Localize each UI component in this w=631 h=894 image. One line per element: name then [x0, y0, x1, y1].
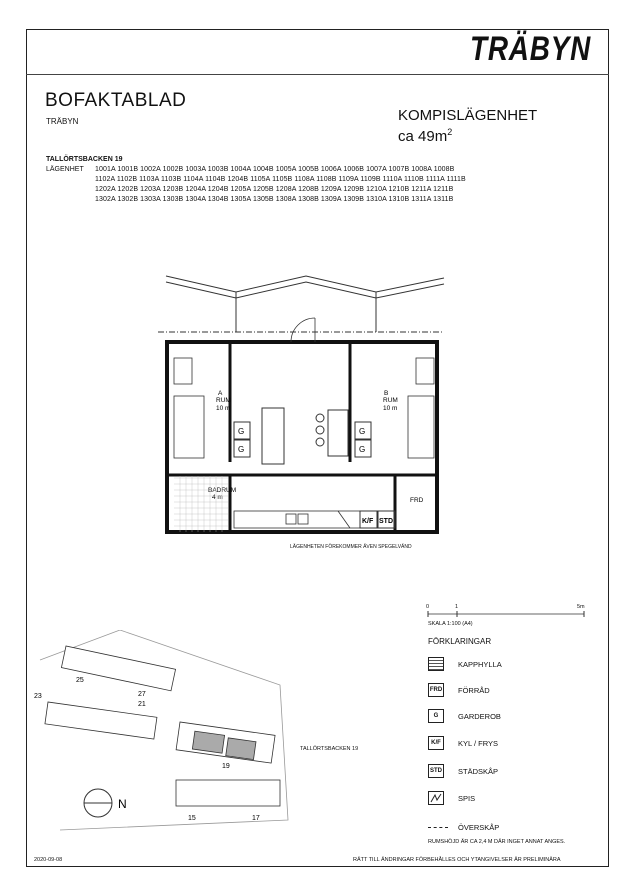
walls — [167, 342, 437, 532]
upper-cabinet-icon — [428, 827, 448, 828]
scale-zero: 0 — [426, 604, 430, 610]
apartment-row: 1102A 1102B 1103A 1103B 1104A 1104B 1204B 1105A 1105B 1108A 1108B 1109A 1109B 1110A 1110B 1111A 1111B — [95, 176, 466, 183]
legend-text: KAPPHYLLA — [458, 659, 502, 669]
legend-fridge — [428, 735, 499, 751]
legend-cleaning — [428, 763, 499, 779]
kitchen-labels — [360, 511, 395, 528]
dining-table — [328, 410, 348, 456]
legend-stove — [428, 790, 476, 806]
svg-text:RUM: RUM — [383, 397, 398, 404]
wardrobe-icon: G — [428, 709, 444, 723]
wardrobe-b — [355, 422, 371, 457]
header-divider — [26, 74, 609, 75]
legend-text: GARDEROB — [458, 711, 501, 721]
site-building-tag: TALLÖRTSBACKEN 19 — [300, 746, 359, 752]
apartment-row: 1001A 1001B 1002A 1002B 1003A 1003B 1004A 1004B 1005A 1005B 1006A 1006B 1007A 1007B 1008A 1008B — [95, 166, 455, 173]
svg-text:27: 27 — [138, 691, 146, 698]
coat-rack-icon — [428, 657, 444, 671]
floor-plan — [150, 270, 450, 540]
svg-text:17: 17 — [252, 815, 260, 822]
bed-b — [408, 396, 434, 458]
site-plan — [30, 630, 300, 840]
bathroom-floor — [174, 476, 228, 532]
apartment-row: 1302A 1302B 1303A 1303B 1304A 1304B 1305A 1305B 1308A 1308B 1309A 1309B 1310A 1310B 1311A 1311B — [95, 196, 454, 203]
sofa — [262, 408, 284, 464]
svg-text:RUM: RUM — [216, 397, 231, 404]
scale-five: 5m — [577, 604, 585, 610]
svg-text:BADRUM: BADRUM — [208, 487, 237, 494]
svg-text:25: 25 — [76, 677, 84, 684]
legend-text: STÄDSKÅP — [458, 766, 499, 776]
legend-text: KYL / FRYS — [458, 738, 499, 748]
svg-text:FRD: FRD — [410, 497, 424, 504]
fridge-icon: K/F — [428, 736, 444, 750]
disclaimer: RÄTT TILL ÄNDRINGAR FÖRBEHÅLLES OCH YTANGIVELSER ÄR PRELIMINÄRA — [353, 857, 561, 863]
svg-text:G: G — [359, 427, 366, 436]
legend-upper-cabinet — [428, 819, 500, 835]
svg-text:21: 21 — [138, 701, 146, 708]
apartments-label: LÄGENHET — [46, 166, 84, 173]
page-title: BOFAKTABLAD — [45, 90, 187, 111]
page-subtitle: TRÄBYN — [46, 117, 79, 126]
svg-text:23: 23 — [34, 693, 42, 700]
svg-text:A: A — [218, 390, 223, 397]
legend-text: FÖRRÅD — [458, 685, 490, 695]
legend-text: ÖVERSKÅP — [458, 822, 500, 832]
scale-label: SKALA 1:100 (A4) — [428, 621, 473, 627]
entrance-door — [291, 318, 315, 342]
legend-wardrobe — [428, 708, 501, 724]
svg-text:10 m: 10 m — [383, 405, 398, 412]
legend-text: SPIS — [458, 793, 476, 803]
building-25-27 — [61, 646, 175, 691]
legend-storage — [428, 682, 490, 698]
legend-coat-rack — [428, 656, 502, 672]
apartment-type: KOMPISLÄGENHET — [398, 107, 538, 124]
desk-a — [174, 358, 192, 384]
svg-text:B: B — [384, 390, 389, 397]
building-19 — [176, 722, 275, 763]
svg-text:G: G — [238, 427, 245, 436]
svg-text:N: N — [118, 797, 127, 811]
brand-logo: TRÄBYN — [470, 30, 592, 68]
building-15-17 — [176, 780, 280, 806]
bed-a — [174, 396, 204, 458]
desk-b — [416, 358, 434, 384]
legend-title: FÖRKLARINGAR — [428, 637, 492, 646]
mirror-note: LÄGENHETEN FÖREKOMMER ÄVEN SPEGELVÄND — [290, 544, 412, 550]
svg-text:4 m: 4 m — [212, 494, 223, 501]
wardrobe-a — [234, 422, 250, 457]
ceiling-height-note: RUMSHÖJD ÄR CA 2,4 M DÄR INGET ANNAT ANGES. — [428, 839, 566, 845]
storage-icon: FRD — [428, 683, 444, 697]
stove-icon — [428, 791, 444, 805]
svg-text:15: 15 — [188, 815, 196, 822]
chairs — [316, 414, 324, 446]
roof-outline — [158, 276, 444, 332]
apartment-area: ca $49m^2$ — [398, 127, 453, 145]
svg-text:10 m: 10 m — [216, 405, 231, 412]
scale-one: 1 — [455, 604, 459, 610]
document-date: 2020-09-08 — [34, 857, 63, 863]
svg-text:G: G — [359, 445, 366, 454]
cleaning-cabinet-icon: STD — [428, 764, 444, 778]
north-arrow — [84, 789, 127, 817]
apartment-row: 1202A 1202B 1203A 1203B 1204A 1204B 1205A 1205B 1208A 1208B 1209A 1209B 1210A 1210B 1211A 1211B — [95, 186, 454, 193]
svg-text:STD: STD — [379, 518, 393, 525]
street-address: TALLÖRTSBACKEN 19 — [46, 156, 123, 163]
svg-text:G: G — [238, 445, 245, 454]
svg-text:19: 19 — [222, 763, 230, 770]
svg-text:K/F: K/F — [362, 518, 374, 525]
